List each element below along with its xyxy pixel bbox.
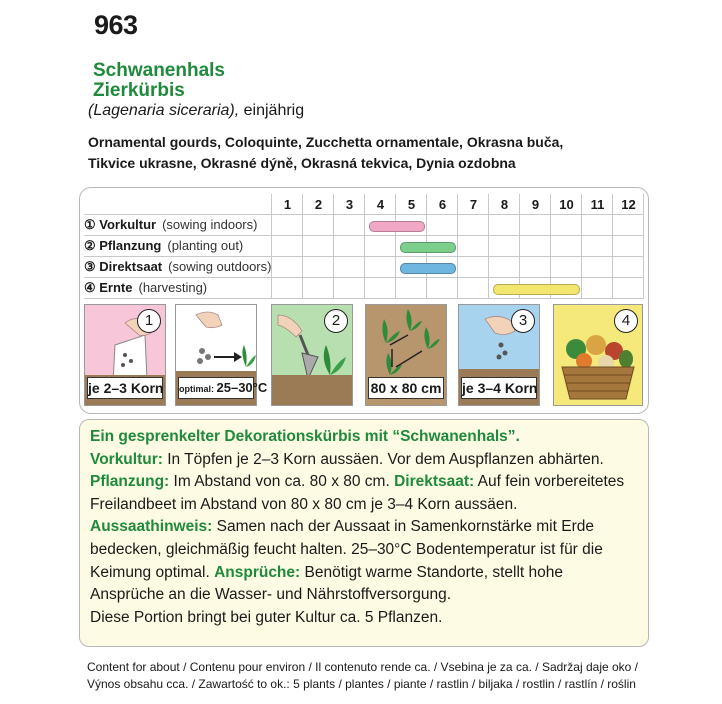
month-label: 9 — [520, 194, 551, 215]
info-headline: Ein gesprenkelter Dekorationskürbis mit “Schwanenhals”. — [90, 428, 520, 445]
footer-content-info: Content for about / Contenu pour environ / Il contenuto rende ca. / Vsebina je za ca. / Sadržaj daje oko / Výnos obsahu cca. / Zawartość to ok.: 5 plants / plantes / piante / rastlin / biljaka / rostlin / rastlín / roślin — [87, 660, 639, 691]
illustration-sowing-indoors — [84, 304, 166, 406]
month-label: 5 — [396, 194, 427, 215]
calendar-month-row — [84, 194, 644, 215]
info-text — [90, 426, 640, 629]
product-name: Schwanenhals — [93, 60, 225, 81]
plant-spacing-caption: 80 x 80 cm — [368, 377, 444, 399]
calendar-row-pflanzung — [84, 236, 644, 257]
month-label: 12 — [613, 194, 644, 215]
calendar-step-english: (harvesting) — [138, 280, 208, 295]
illustration-germination — [175, 304, 268, 406]
calendar-step-english: (sowing indoors) — [162, 217, 258, 232]
month-label: 7 — [458, 194, 489, 215]
month-label: 2 — [303, 194, 334, 215]
month-label: 8 — [489, 194, 520, 215]
translated-names: Ornamental gourds, Coloquinte, Zucchetta ornamentale, Okrasna buča, Tikvice ukrasne, Okrasné dýně, Okrasná tekvica, Dynia ozdobna — [88, 134, 564, 171]
info-portion: Diese Portion bringt bei guter Kultur ca. 5 Pflanzen. — [90, 608, 443, 626]
month-label: 11 — [582, 194, 613, 215]
month-label: 3 — [334, 194, 365, 215]
calendar-bar — [400, 263, 456, 274]
info-vorkultur: Vorkultur: In Töpfen je 2–3 Korn aussäen. Vor dem Auspflanzen abhärten. — [90, 450, 604, 468]
latin-name: (Lagenaria siceraria), einjährig — [88, 102, 305, 119]
seeds-per-pot-caption: je 2–3 Korn — [87, 377, 163, 399]
illustration-spacing — [365, 304, 447, 406]
illustration-sowing-outdoors — [458, 304, 540, 406]
step-number-badge: 3 — [511, 309, 535, 333]
step-number-badge: 4 — [614, 309, 638, 333]
calendar-bar — [493, 284, 580, 295]
product-number: 963 — [94, 10, 138, 40]
calendar-row-direktsaat — [84, 257, 644, 278]
step-number-badge: 2 — [324, 309, 348, 333]
calendar-step-label: ① Vorkultur — [84, 217, 157, 232]
info-aussaathinweis: Aussaathinweis: Samen nach der Aussaat in Samenkornstärke mit Erde bedecken, gleichmäßig feucht halten. 25–30°C Bodentemperatur ist für die Keimung optimal. Ansprüche: Benötigt warme Standorte, stellt hohe Ansprüche an die Wasser- und Nährstoffversorgung. — [90, 518, 603, 604]
month-label: 10 — [551, 194, 582, 215]
illustration-harvest — [553, 304, 643, 406]
seeds-per-hole-caption: je 3–4 Korn — [461, 377, 537, 399]
calendar-bar — [369, 221, 425, 232]
calendar-step-label: ③ Direktsaat — [84, 259, 163, 274]
product-type: Zierkürbis — [93, 80, 185, 101]
step-number-badge: 1 — [137, 309, 161, 333]
calendar-step-english: (sowing outdoors) — [168, 259, 272, 274]
illustration-planting-out — [271, 304, 353, 406]
month-label: 6 — [427, 194, 458, 215]
calendar-row-vorkultur — [84, 215, 644, 236]
calendar-step-label: ② Pflanzung — [84, 238, 162, 253]
calendar-step-english: (planting out) — [167, 238, 244, 253]
calendar-bar — [400, 242, 456, 253]
calendar-step-label: ④ Ernte — [84, 280, 133, 295]
optimal-temperature-caption: optimal: 25–30°C — [178, 377, 254, 399]
info-pflanzung: Pflanzung: Im Abstand von ca. 80 x 80 cm. Direktsaat: Auf fein vorbereitetes Freilandbeet im Abstand von 80 x 80 cm je 3–4 Korn aussäen. — [90, 473, 625, 513]
month-label: 1 — [272, 194, 303, 215]
month-label: 4 — [365, 194, 396, 215]
